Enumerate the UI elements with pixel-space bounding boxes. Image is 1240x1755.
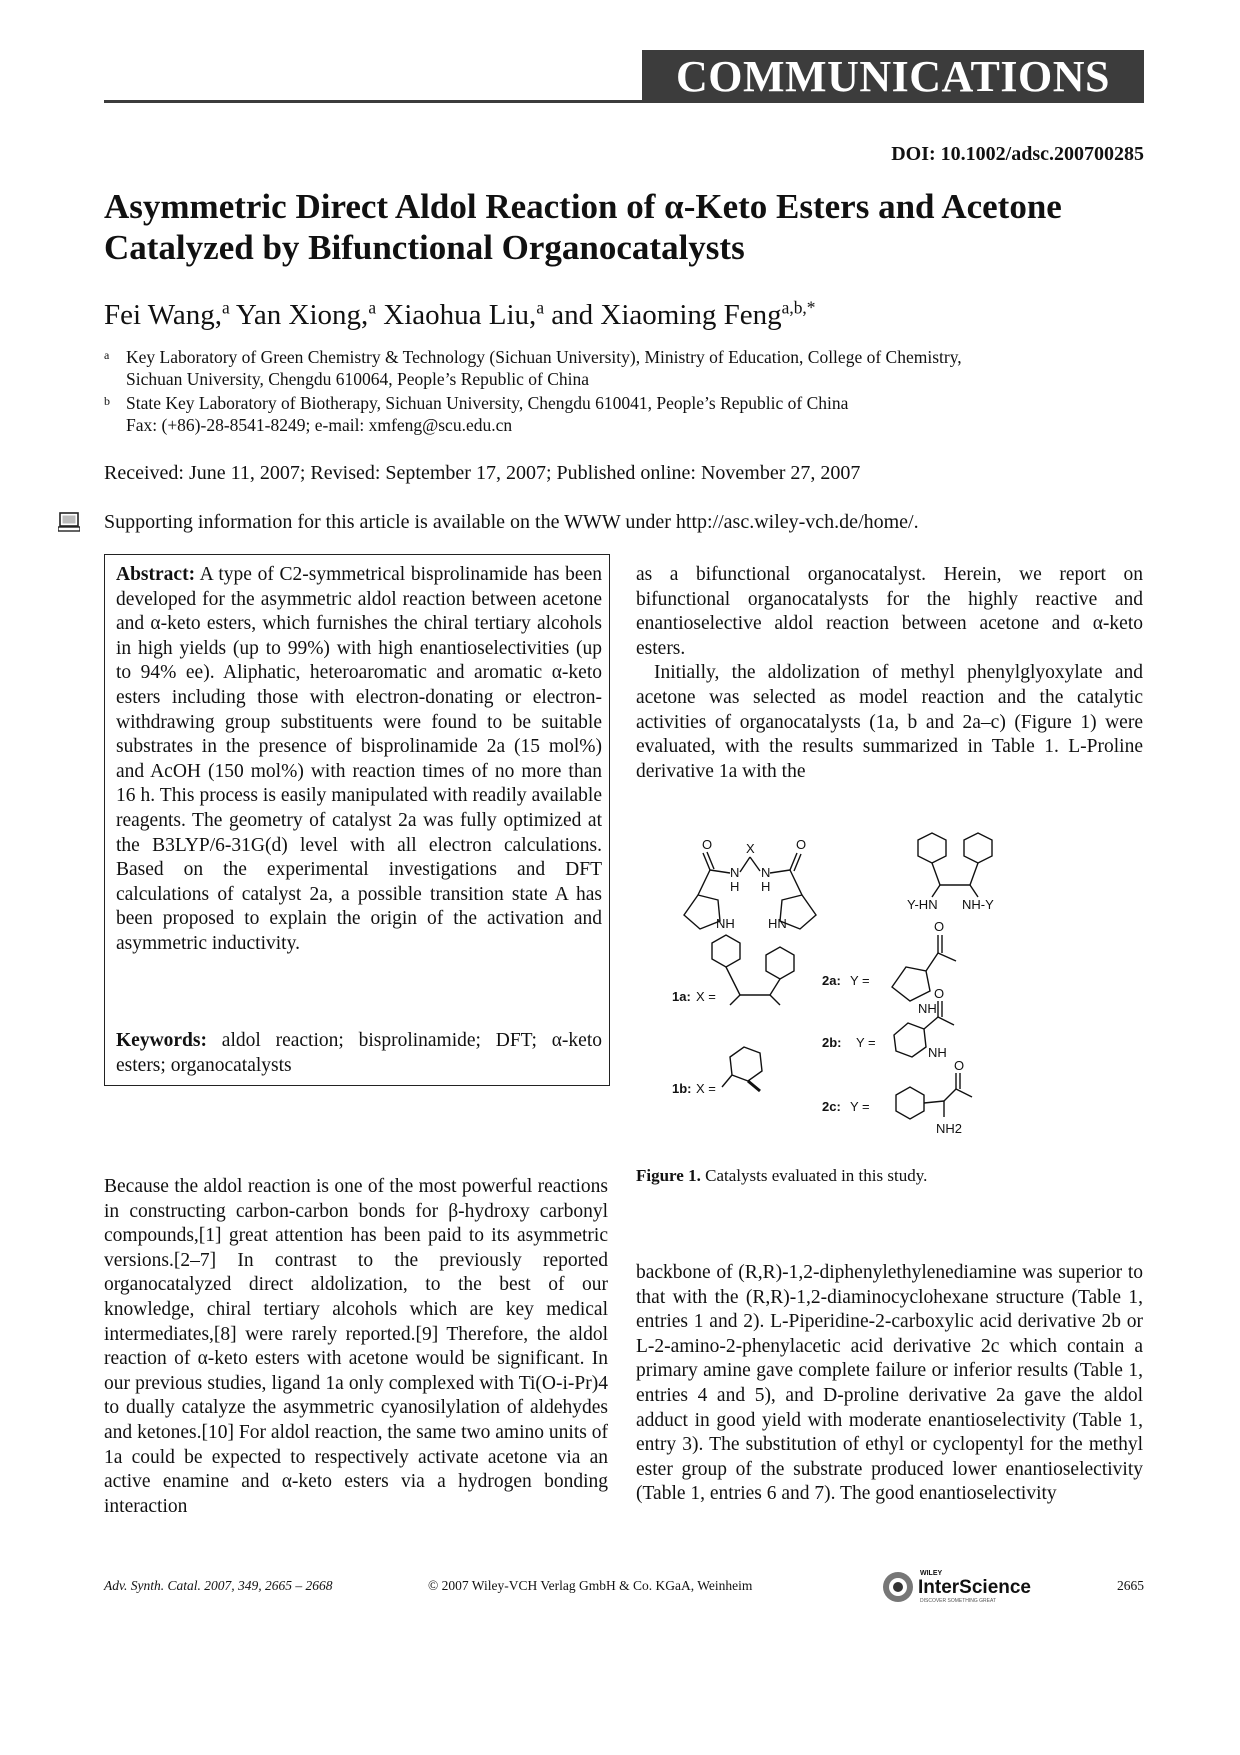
keywords-label: Keywords: (116, 1030, 207, 1051)
affiliation-line: Sichuan University, Chengdu 610064, People’s Republic of China (126, 369, 590, 389)
affiliation-a (104, 346, 1144, 390)
copyright: © 2007 Wiley-VCH Verlag GmbH & Co. KGaA, Weinheim (428, 1578, 753, 1593)
body-column-right-top (636, 563, 1143, 784)
atom-label: X (746, 841, 755, 856)
interscience-logo (880, 1565, 1040, 1607)
equation-label: Y = (856, 1035, 876, 1050)
affiliation-line: State Key Laboratory of Biotherapy, Sichuan University, Chengdu 610041, People’s Republic of China (126, 393, 849, 413)
abstract (116, 563, 602, 957)
article-title: Asymmetric Direct Aldol Reaction of α-Keto Esters and Acetone Catalyzed by Bifunctional Organocatalysts (104, 187, 1062, 267)
body-paragraph: Initially, the aldolization of methyl phenylglyoxylate and acetone was selected as model reaction and the catalytic activities of organocatalysts (1a, b and 2a–c) (Figure 1) were evaluated, with the results summarized in Table 1. L-Proline derivative 1a with the (636, 662, 1143, 782)
author-name: and Xiaoming Feng (551, 299, 782, 331)
catalyst-structures-figure (660, 825, 1140, 1155)
page-number: 2665 (1117, 1578, 1144, 1593)
abstract-label: Abstract: (116, 564, 196, 585)
compound-label: 1b: (672, 1081, 692, 1096)
atom-label: O (934, 986, 945, 1001)
equation-label: Y = (850, 1099, 870, 1114)
atom-label: N (761, 865, 771, 880)
supporting-info[interactable]: Supporting information for this article is available on the WWW under http://asc.wiley-vch.de/home/. (104, 511, 919, 533)
author-affiliation-mark: a (221, 297, 230, 318)
logo-text: DISCOVER SOMETHING GREAT (920, 1598, 997, 1604)
atom-label: O (796, 837, 807, 852)
section-label: COMMUNICATIONS (642, 50, 1144, 103)
atom-label: H (730, 879, 740, 894)
abstract-body: A type of C2-symmetrical bisprolinamide has been developed for the asymmetric aldol reaction between acetone and α-keto esters, which furnishes the chiral tertiary alcohols in high yields (up to 99%) with high enantioselectivities (up to 94% ee). Aliphatic, heteroaromatic and aromatic α-keto esters including those with electron-donating or electron-withdrawing group substituents were found to be suitable substrates in the presence of bisprolinamide 2a (15 mol%) and AcOH (150 mol%) with reaction times of no more than 16 h. This process is easily manipulated with readily available reagents. The geometry of catalyst 2a was fully optimized at the B3LYP/6-31G(d) level with all electron calculations. Based on the experimental investigations and DFT calculations of catalyst 2a, a possible transition state A has been proposed to explain the origin of the activation and asymmetric inductivity. (116, 564, 602, 954)
figure-caption (636, 1166, 927, 1186)
keywords-list: aldol reaction; bisprolinamide; DFT; α-keto esters; organocatalysts (116, 1030, 602, 1076)
author-name: Xiaohua Liu, (383, 299, 537, 331)
logo-text: InterScience (918, 1577, 1031, 1598)
author-list (104, 299, 815, 332)
equation-label: X = (696, 989, 716, 1004)
compound-label: 1a: (672, 989, 691, 1004)
doi[interactable]: DOI: 10.1002/adsc.200700285 (891, 143, 1144, 165)
affiliation-mark: a (104, 348, 110, 362)
atom-label: O (702, 837, 713, 852)
body-paragraph: backbone of (R,R)-1,2-diphenylethylenediamine was superior to that with the (R,R)-1,2-diaminocyclohexane structure (Table 1, entries 1 and 2). L-Piperidine-2-carboxylic acid derivative 2b or L-2-amino-2-phenylacetic acid derivative 2c which contain a primary amine gave complete failure or inferior results (Table 1, entries 4 and 5), and D-proline derivative 2a gave the aldol adduct in good yield with moderate enantioselectivity (Table 1, entry 3). The substitution of ethyl or cyclopentyl for the methyl ester group of the substrate produced lower enantioselectivity (Table 1, entries 6 and 7). The good enantioselectivity (636, 1262, 1143, 1505)
atom-label: NH (716, 916, 735, 931)
affiliation-line: Key Laboratory of Green Chemistry & Technology (Sichuan University), Ministry of Education, College of Chemistry, (126, 347, 962, 367)
affiliation-b (104, 392, 1144, 436)
body-column-right-bottom (636, 1261, 1143, 1507)
figure-caption-label: Figure 1. (636, 1166, 701, 1185)
author-name: Fei Wang, (104, 299, 222, 331)
keywords (116, 1029, 602, 1078)
author-affiliation-mark: a,b,* (781, 297, 816, 318)
compound-label: 2b: (822, 1035, 842, 1050)
publication-dates: Received: June 11, 2007; Revised: September 17, 2007; Published online: November 27, 2007 (104, 462, 861, 484)
atom-label: NH (928, 1045, 947, 1060)
body-paragraph: as a bifunctional organocatalyst. Herein, we report on bifunctional organocatalysts for the highly reactive and enantioselective aldol reaction between acetone and α-keto esters. (636, 564, 1143, 659)
author-name: Yan Xiong, (235, 299, 369, 331)
body-paragraph: Because the aldol reaction is one of the most powerful reactions in constructing carbon-carbon bonds for β-hydroxy carbonyl compounds,[1] great attention has been paid to its asymmetric versions.[2–7] In contrast to the previously reported organocatalyzed direct aldolization, to the best of our knowledge, chiral tertiary alcohols which are key medical intermediates,[8] were rarely reported.[9] Therefore, the aldol reaction of α-keto esters with acetone would be significant. In our previous studies, ligand 1a only complexed with Ti(O-i-Pr)4 to dually catalyze the asymmetric cyanosilylation of aldehydes and ketones.[10] For aldol reaction, the same two amino units of 1a could be expected to respectively activate acetone via an active enamine and α-keto esters via a hydrogen bonding interaction (104, 1176, 608, 1517)
atom-label: Y-HN (907, 897, 938, 912)
author-affiliation-mark: a (536, 297, 545, 318)
affiliation-line: Fax: (+86)-28-8541-8249; e-mail: xmfeng@scu.edu.cn (126, 415, 513, 435)
atom-label: NH2 (936, 1121, 963, 1136)
atom-label: NH (918, 1001, 937, 1016)
affiliation-mark: b (104, 394, 110, 408)
computer-icon (58, 512, 80, 532)
atom-label: HN (768, 916, 787, 931)
logo-text: WILEY (920, 1570, 943, 1577)
atom-label: N (730, 865, 740, 880)
atom-label: H (761, 879, 771, 894)
journal-citation: Adv. Synth. Catal. 2007, 349, 2665 – 2668 (104, 1578, 333, 1593)
equation-label: Y = (850, 973, 870, 988)
body-column-left (104, 1175, 608, 1519)
compound-label: 2a: (822, 973, 841, 988)
atom-label: O (934, 919, 945, 934)
figure-caption-text: Catalysts evaluated in this study. (705, 1166, 928, 1185)
atom-label: O (954, 1058, 965, 1073)
author-affiliation-mark: a (368, 297, 377, 318)
equation-label: X = (696, 1081, 716, 1096)
compound-label: 2c: (822, 1099, 841, 1114)
atom-label: NH-Y (962, 897, 994, 912)
